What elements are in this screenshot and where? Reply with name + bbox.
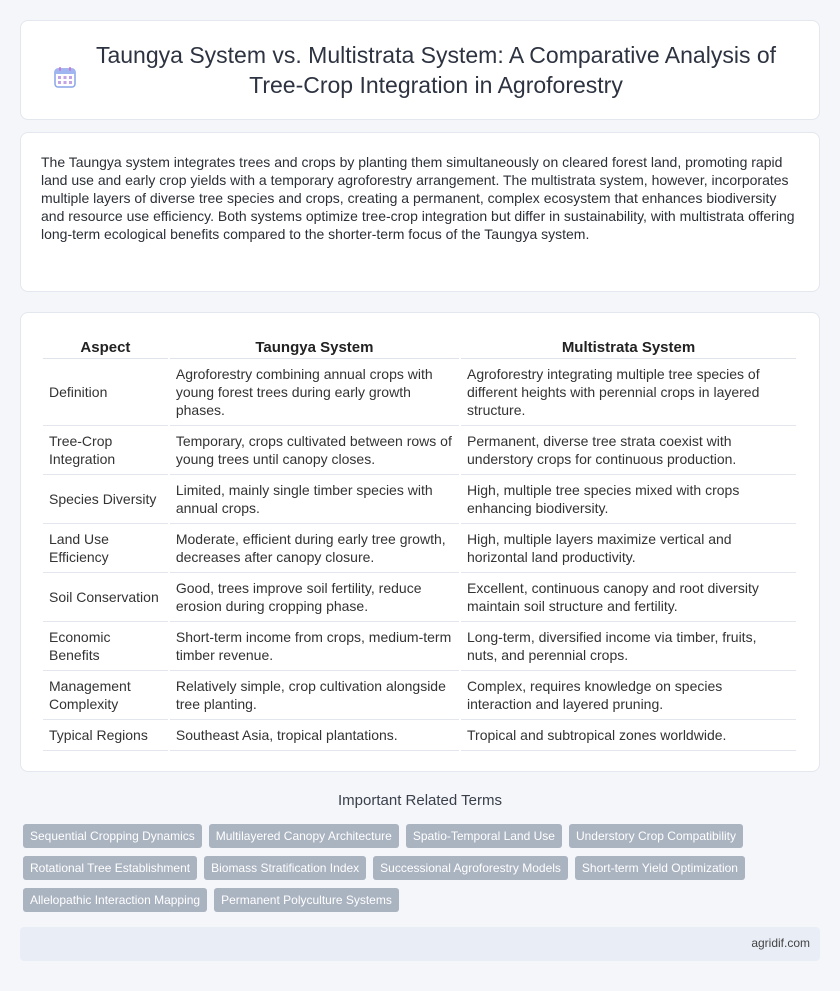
calendar-icon	[54, 66, 76, 88]
cell-aspect: Definition	[43, 359, 168, 426]
title-card	[20, 20, 820, 120]
related-terms-list	[23, 824, 803, 912]
related-term-tag[interactable]: Multilayered Canopy Architecture	[209, 824, 399, 848]
table-row	[43, 426, 796, 475]
header-aspect: Aspect	[43, 331, 168, 359]
related-term-tag[interactable]: Short-term Yield Optimization	[575, 856, 745, 880]
cell-taungya: Short-term income from crops, medium-term timber revenue.	[170, 622, 459, 671]
related-term-tag[interactable]: Allelopathic Interaction Mapping	[23, 888, 207, 912]
footer-site[interactable]: agridif.com	[751, 936, 810, 950]
title-wrap	[40, 40, 800, 100]
related-term-tag[interactable]: Rotational Tree Establishment	[23, 856, 197, 880]
related-term-tag[interactable]: Successional Agroforestry Models	[373, 856, 568, 880]
table-row	[43, 475, 796, 524]
header-taungya: Taungya System	[170, 331, 459, 359]
cell-taungya: Relatively simple, crop cultivation alongside tree planting.	[170, 671, 459, 720]
header-multistrata: Multistrata System	[461, 331, 796, 359]
cell-multistrata: Permanent, diverse tree strata coexist with understory crops for continuous production.	[461, 426, 796, 475]
table-row	[43, 671, 796, 720]
cell-aspect: Soil Conservation	[43, 573, 168, 622]
cell-aspect: Economic Benefits	[43, 622, 168, 671]
cell-aspect: Typical Regions	[43, 720, 168, 751]
cell-multistrata: High, multiple layers maximize vertical and horizontal land productivity.	[461, 524, 796, 573]
cell-taungya: Limited, mainly single timber species with annual crops.	[170, 475, 459, 524]
table-header-row	[43, 331, 796, 359]
intro-card	[20, 132, 820, 292]
table-row	[43, 622, 796, 671]
cell-aspect: Tree-Crop Integration	[43, 426, 168, 475]
cell-multistrata: Tropical and subtropical zones worldwide.	[461, 720, 796, 751]
cell-multistrata: Excellent, continuous canopy and root diversity maintain soil structure and fertility.	[461, 573, 796, 622]
cell-multistrata: Complex, requires knowledge on species interaction and layered pruning.	[461, 671, 796, 720]
cell-multistrata: High, multiple tree species mixed with crops enhancing biodiversity.	[461, 475, 796, 524]
cell-taungya: Moderate, efficient during early tree growth, decreases after canopy closure.	[170, 524, 459, 573]
related-term-tag[interactable]: Understory Crop Compatibility	[569, 824, 743, 848]
page-title: Taungya System vs. Multistrata System: A Comparative Analysis of Tree-Crop Integration in Agroforestry	[95, 42, 777, 98]
table-row	[43, 573, 796, 622]
cell-aspect: Land Use Efficiency	[43, 524, 168, 573]
cell-taungya: Agroforestry combining annual crops with young forest trees during early growth phases.	[170, 359, 459, 426]
cell-taungya: Temporary, crops cultivated between rows of young trees until canopy closes.	[170, 426, 459, 475]
cell-taungya: Southeast Asia, tropical plantations.	[170, 720, 459, 751]
related-term-tag[interactable]: Permanent Polyculture Systems	[214, 888, 399, 912]
cell-multistrata: Agroforestry integrating multiple tree species of different heights with perennial crops in layered structure.	[461, 359, 796, 426]
table-row	[43, 524, 796, 573]
table-row	[43, 720, 796, 751]
footer	[20, 927, 820, 961]
related-term-tag[interactable]: Spatio-Temporal Land Use	[406, 824, 562, 848]
related-terms-title: Important Related Terms	[338, 792, 502, 809]
intro-paragraph: The Taungya system integrates trees and crops by planting them simultaneously on cleared forest land, promoting rapid land use and early crop yields with a temporary agroforestry arrangement. The multistrata system, however, incorporates multiple layers of diverse tree species and crops, creating a permanent, complex ecosystem that enhances biodiversity and resource use efficiency. Both systems optimize tree-crop integration but differ in sustainability, with multistrata offering long-term ecological benefits compared to the shorter-term focus of the Taungya system.	[41, 154, 795, 242]
table-row	[43, 359, 796, 426]
comparison-card	[20, 312, 820, 772]
cell-taungya: Good, trees improve soil fertility, reduce erosion during cropping phase.	[170, 573, 459, 622]
comparison-table	[41, 331, 798, 751]
related-term-tag[interactable]: Biomass Stratification Index	[204, 856, 366, 880]
cell-aspect: Species Diversity	[43, 475, 168, 524]
related-term-tag[interactable]: Sequential Cropping Dynamics	[23, 824, 202, 848]
cell-multistrata: Long-term, diversified income via timber, fruits, nuts, and perennial crops.	[461, 622, 796, 671]
cell-aspect: Management Complexity	[43, 671, 168, 720]
